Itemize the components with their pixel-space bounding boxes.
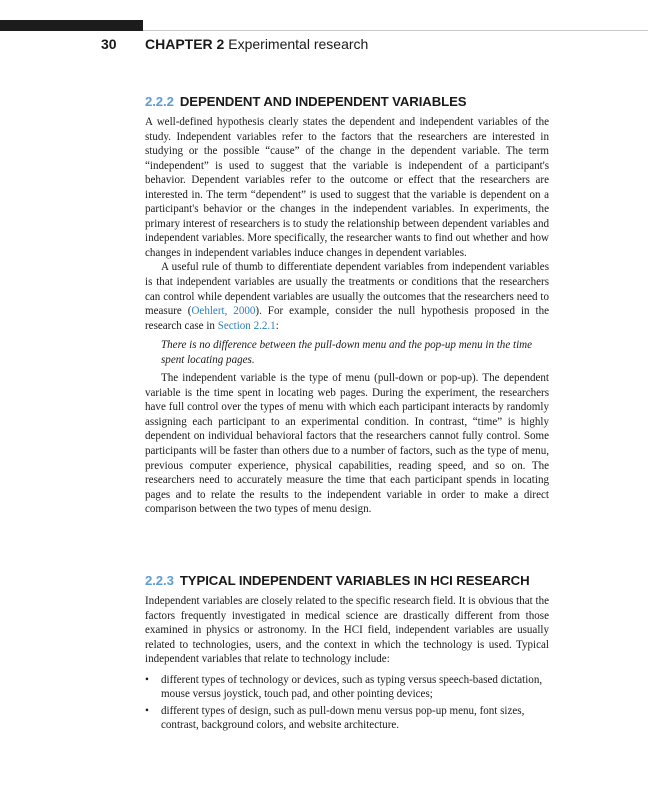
section-title: TYPICAL INDEPENDENT VARIABLES IN HCI RESEARCH xyxy=(179,573,530,588)
section-link[interactable]: Section 2.2.1 xyxy=(217,319,276,332)
hypothesis-quote: There is no difference between the pull-down menu and the pop-up menu in the time spent locating pages. xyxy=(161,339,533,366)
list-item-text: different types of technology or devices, such as typing versus speech-based dictation, mouse versus joystick, touch pad, and other pointing devices; xyxy=(161,673,543,701)
chapter-label: CHAPTER 2 xyxy=(145,36,225,52)
header-bar xyxy=(0,20,143,31)
section-heading xyxy=(145,573,549,588)
paragraph: The independent variable is the type of menu (pull-down or pop-up). The dependent variable is the time spent in locating web pages. During the experiment, the researchers have full control over the types of menu with which each participant interacts by randomly assigning each participant to an experimental condition. In contrast, “time” is highly dependent on individual behavioral factors that the researchers cannot fully control. Some participants will be faster than others due to a number of factors, such as the type of menu, previous computer experience, physical capabilities, reading speed, and so on. The researchers need to accurately measure the time that each participant spends in locating pages and to relate the results to the independent variable in order to make a direct comparison between the two types of menu design. xyxy=(145,372,549,516)
citation-link[interactable]: Oehlert, 2000 xyxy=(191,305,256,318)
bullet-icon: • xyxy=(145,673,149,686)
paragraph-text: : xyxy=(275,319,279,332)
page-number: 30 xyxy=(101,36,117,52)
section-number: 2.2.2 xyxy=(145,94,174,109)
header-rule xyxy=(143,30,648,31)
section-number: 2.2.3 xyxy=(145,573,174,588)
paragraph-text: A useful rule of thumb to differentiate dependent variables from independent variables is that independent variables are usually the treatments or conditions that the researchers can control while dependent variables are usually the outcomes that the researchers need to measure ( xyxy=(145,261,549,318)
section-2-2-3 xyxy=(145,573,549,735)
list-item xyxy=(145,704,549,733)
list-item-text: different types of design, such as pull-down menu versus pop-up menu, font sizes, contrast, background colors, and website architecture. xyxy=(161,704,525,732)
paragraph: Independent variables are closely related to the specific research field. It is obvious that the factors frequently investigated in medical science are drastically different from those examined in physics or astronomy. In the HCI field, independent variables are usually related to technologies, users, and the context in which the technology is used. Typical independent variables that relate to technology include: xyxy=(145,595,549,666)
running-head xyxy=(145,36,368,52)
section-heading xyxy=(145,94,549,109)
section-title: DEPENDENT AND INDEPENDENT VARIABLES xyxy=(179,94,467,109)
section-2-2-2 xyxy=(145,94,549,517)
chapter-title: Experimental research xyxy=(228,36,369,52)
list-item xyxy=(145,673,549,702)
paragraph xyxy=(145,260,549,333)
paragraph-text: ). For example, consider the null hypothesis proposed in the research case in xyxy=(145,305,549,332)
paragraph: A well-defined hypothesis clearly states the dependent and independent variables of the study. Independent variables refer to the factors that the researchers are interested in studying or the possible “cause” of the change in the dependent variable. The term “independent” is used to suggest that the variable is independent of a participant's behavior. Dependent variables refer to the outcome or effect that the researchers are interested in. The term “dependent” is used to suggest that the variable is dependent on a participant's behavior or the changes in the independent variables. In experiments, the primary interest of researchers is to study the relationship between dependent variables and independent variables. More specifically, the researcher wants to find out whether and how changes in independent variables induce changes in dependent variables. xyxy=(145,116,549,259)
bullet-icon: • xyxy=(145,704,149,717)
bullet-list xyxy=(145,673,549,733)
